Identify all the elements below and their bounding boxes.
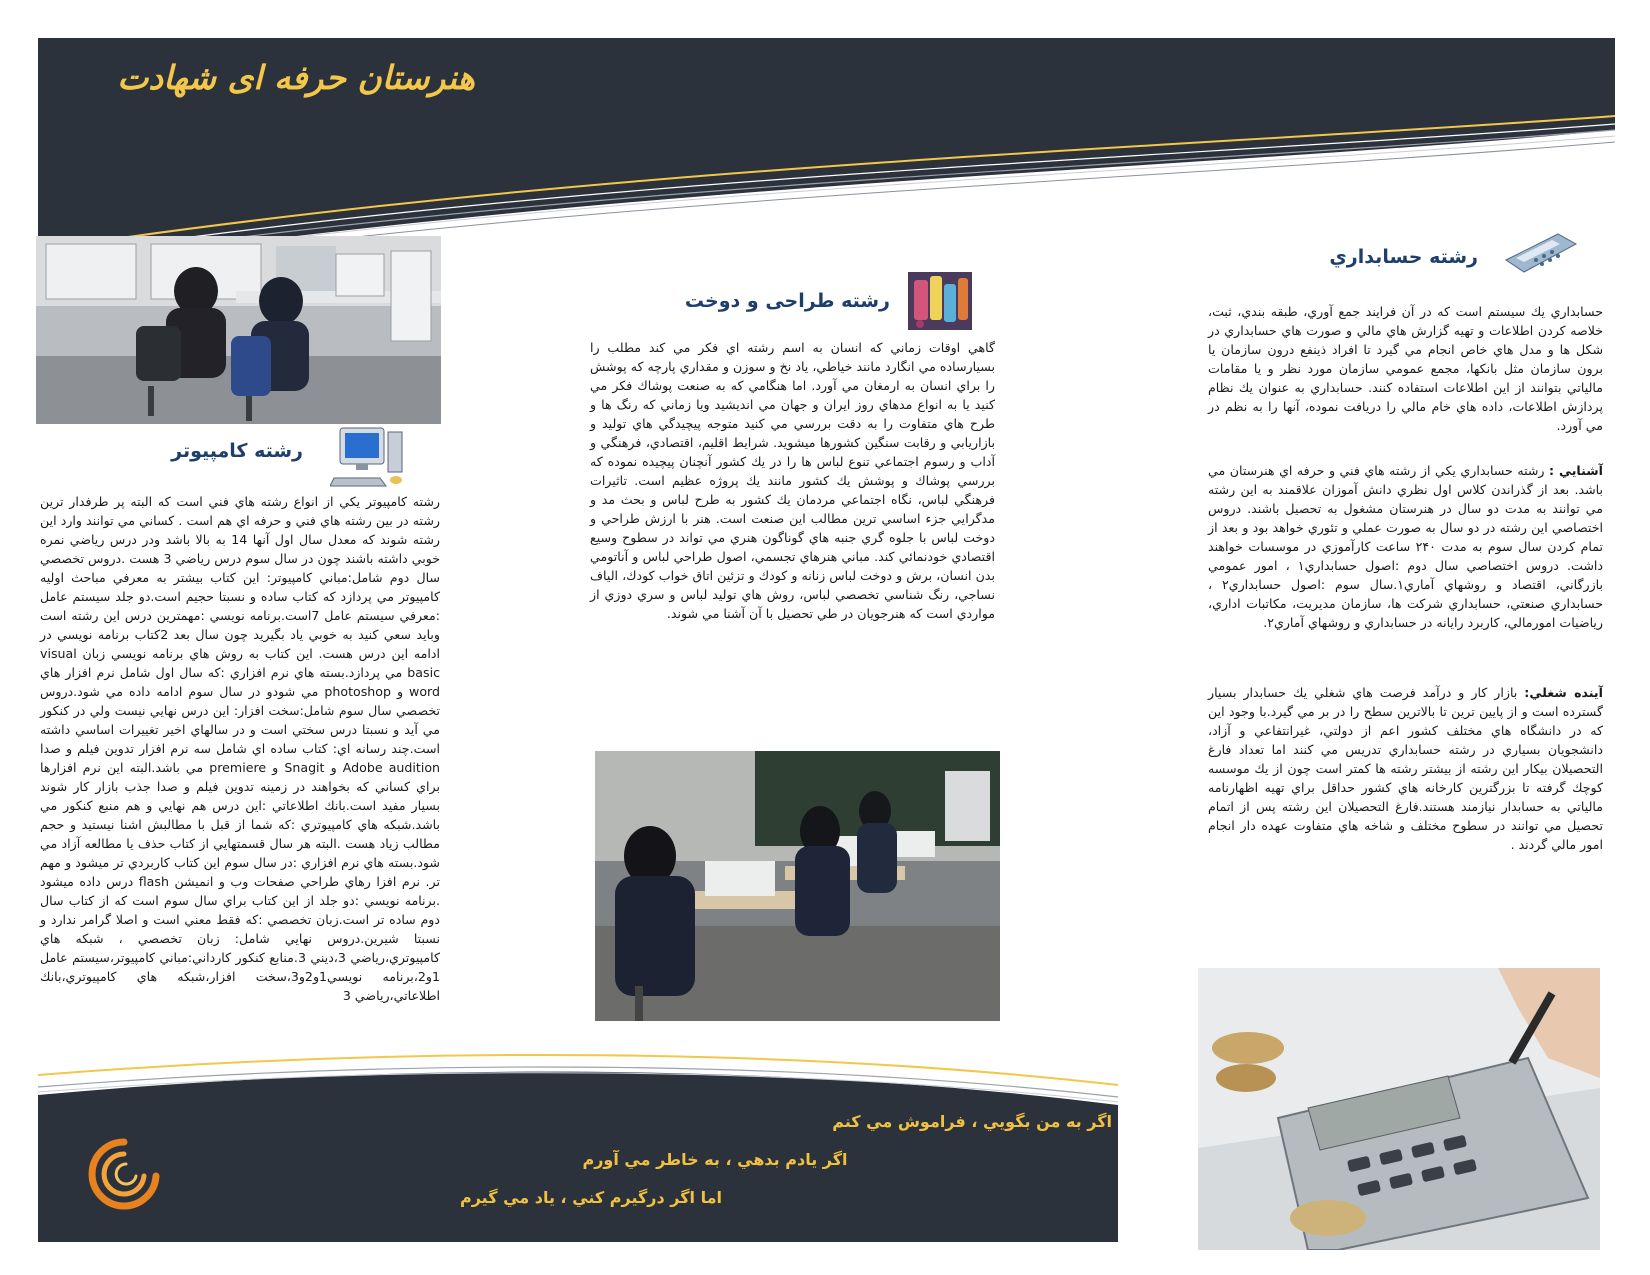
accounting-familiarity [1208, 461, 1603, 632]
computer-heading: رشته کامپیوتر [171, 440, 303, 462]
sewing-class-photo [595, 751, 1000, 1021]
accounting-intro: حسابداري يك سيستم است كه در آن فرايند جمع آوري، طبقه بندي، ثبت، خلاصه كردن اطلاعات و تهيه گزارش هاي مالي و صورت هاي حسابداري در شكل ها و مدل هاي خاص انجام مي گيرد تا افراد ذينفع درون سازمان يا برون سازمان مثل بانكها، مجمع عمومي سازمان مورد نظر و يا مقامات مالياتي بتوانند از اين اطلاعات استفاده كنند. حسابداري به عنوان يك نظام پردازش اطلاعات، داده هاي خام مالي را دريافت نموده، آنها را به نظم در مي آورد. [1208, 304, 1603, 433]
sewing-heading: رشته طراحی و دوخت [684, 290, 890, 312]
familiarity-text: رشته حسابداري يكي از رشته هاي فني و حرفه اي هنرستان مي باشد. بعد از گذراندن كلاس اول نظري دانش آموزان علاقمند به اين رشته مي توانند به مدت دو سال در هنرستان مشغول به تحصيل باشند. دروس اختصاصي اين رشته در دو سال به صورت عملي و تئوري خواهد بود و بعد از تمام كردن سال سوم به مدت ۲۴۰ ساعت كارآموزي در موسسات خواهند داشت. دروس اختصاصي سال دوم :اصول حسابداري۱ ، امور عمومي بازرگاني، اقتصاد و روشهاي آماري۱.سال سوم :اصول حسابداري۲ ، حسابداري صنعتي، حسابداري شركت ها، سازمان مديريت، مكاتبات اداري، رياضيات امورمالي، كاربرد رايانه در حسابداري و روشهاي آماري۲. [1208, 463, 1603, 630]
familiarity-label: آشنايي : [1549, 463, 1603, 478]
future-label: آينده شغلي: [1524, 685, 1603, 700]
quote-line-3: اما اگر درگيرم كني ، ياد مي گيرم [460, 1188, 723, 1207]
computer-description: رشته كامپيوتر يكي از انواع رشته هاي فني است كه البته پر طرفدار ترين رشته در بين رشته هاي فني و حرفه اي هم است . كساني مي توانند وارد اين رشته شوند كه معدل سال اول آنها 14 به بالا باشد ودر درس رياضي نمره خوبي داشته باشند چون در سال سوم درس رياضي 3 هست .دروس تخصصي سال دوم شامل:مباني كامپيوتر: اين كتاب بيشتر به معرفي مباحث اوليه كامپيوتر مي پردازد كه كتاب ساده و نسبتا حجيم است.دو جلد سيستم عامل :معرفي سيستم عامل 7است.برنامه نويسي :مهمترين درس اين رشته است وبايد سعي كنيد به خوبي ياد بگيريد چون سال بعد 2كتاب برنامه نويسي در ادامه اين درس هست. اين كتاب به روش هاي برنامه نويسي زبان visual basic مي پردازد.بسته هاي نرم افزاري :كه سال اول شامل نرم افزار هاي word و photoshop مي شودو در سال سوم ادامه داده مي شود.دروس تخصصي سال سوم شامل:سخت افزار: اين درس نهايي نيست ولي در كنكور مي آيد و نسبتا درس سختي است و در سالهاي اخير تغييرات اساسي داشته است.چند رسانه اي: كتاب ساده اي شامل سه نرم افزار تدوين فيلم و صدا Adobe audition و Snagit و premiere مي باشد.البته اين نرم افزارها براي كساني كه بخواهند در زمينه تدوين فيلم و صدا جذب بازار كار شوند بسيار مفيد است.بانك اطلاعاتي :اين درس هم نهايي و هم منبع كنكور مي باشد.شبكه هاي كامپيوتري :كه شما از قبل با مطالبش اشنا نيستيد و حجم مطالب زياد هست .البته هر سال قسمتهايي از كتاب حذف يا مطالعه آزاد مي شود.بسته هاي نرم افزاري :در سال سوم اين كتاب كاربردي تر ميشود و مهم تر. نرم افزا رهاي طراحي صفحات وب و انميشن flash درس داده ميشود .برنامه نويسي :دو جلد از اين كتاب براي سال سوم است كه از كتاب سال دوم ساده تر است.زبان تخصصي :كه فقط معني است و اصلا گرامر ندارد و نسبتا شيرين.دروس نهايي شامل: زبان تخصصي ، شبكه هاي كامپيوتري،رياضي 3،ديني 3.منابع كنكور كارداني:مباني كامپيوتر،سيستم عامل 1و2،برنامه نويسي1و2و3،سخت افزار،شبكه هاي كامپيوتري،بانك اطلاعاتي،رياضي 3 [40, 494, 441, 1003]
computer-lab-photo [36, 236, 441, 424]
calculator-photo [1198, 968, 1600, 1250]
computer-icon [330, 426, 410, 488]
footer-banner [0, 1035, 1130, 1250]
thread-spools-icon [908, 272, 972, 330]
future-text: بازار كار و درآمد فرصت هاي شغلي يك حسابدار بسيار گسترده است و از پايين ترين تا بالاترين سطح را در بر مي گيرد.با وجود اين كه در دانشگاه هاي مختلف كشور اعم از دولتي، غيرانتفاعي و آزاد، دانشجويان بسياري در رشته حسابداري تدريس مي كنند اما تعداد فارغ التحصيلان بيكار اين رشته از بيشتر رشته ها كمتر است چون از يك موسسه كوچك گرفته تا بزرگترين كارخانه هاي كشور حداقل براي تهيه اظهارنامه مالياتي به حسابدار نيازمند هستند.فارغ التحصيلان اين رشته پس از اتمام تحصيل مي توانند در سطوح مختلف و شاخه هاي متفاوت عهده دار انجام امور مالي گردند . [1208, 685, 1603, 852]
page-title: هنرستان حرفه ای شهادت [117, 58, 475, 97]
swirl-logo-icon [86, 1136, 162, 1212]
accounting-future [1208, 683, 1603, 854]
accounting-heading: رشته حسابداري [1329, 246, 1478, 268]
quote-line-1: اگر به من بگويي ، فراموش مي كنم [832, 1112, 1112, 1131]
sewing-description: گاهي اوقات زماني كه انسان به اسم رشته اي فكر مي كند مطلب را بسيارساده مي انگارد مانند خياطي، ياد نخ و سوزن و مقداري پارچه كه پوشش را براي انسان به ارمغان مي آورد. اما هنگامي كه به صنعت پوشاك فكر مي كنيد يا به انواع مدهاي روز ايران و جهان مي انديشيد ويا زماني كه رنگ ها و طرح هاي متفاوت را به دقت بررسي مي كنيد متوجه پيچيدگي هاي توليد و بازاريابي و رقابت سنگين كشورها ميشويد. شرايط اقليم، اقتصادي، فرهنگي و آداب و رسوم اجتماعي تنوع لباس ها را در يك كشور آنچنان پيچيده نموده كه بررسي پوشاك و پوشش يك كشور مانند يك پروژه عظيم است. تاثيرات فرهنگي لباس، نگاه اجتماعي مردمان يك كشور به طرح لباس و بحث مد و مدگرايي جزء اساسي ترين مطالب اين صنعت است. هنر با ارزش طراحي و دوخت لباس با جلوه گري جنبه هاي گوناگون هنري مي تواند در سطوح وسيع اقتصادي خودنمائي كند. مباني هنرهاي تجسمي، اصول طراحي لباس و آناتومي بدن انسان، برش و دوخت لباس زنانه و كودك و تزئين اتاق خواب كودك، الياف نساجي، رنگ شناسي تخصصي لباس، روش هاي توليد لباس و سري دوزي از مواردي است كه هنرجويان در طي تحصيل با آن آشنا مي شوند. [590, 340, 995, 621]
calculator-icon [1500, 230, 1580, 276]
quote-line-2: اگر يادم بدهي ، به خاطر مي آورم [582, 1150, 848, 1169]
